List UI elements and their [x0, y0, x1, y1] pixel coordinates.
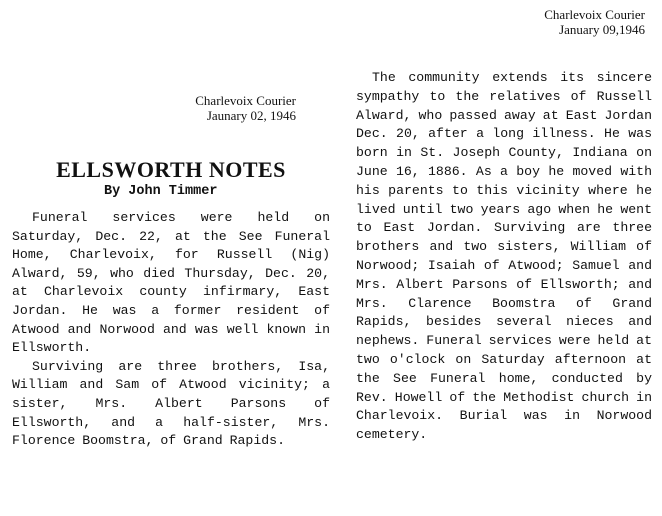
article-paragraph: Surviving are three brothers, Isa, William and Sam of Atwood vicinity; a sister, Mrs. Albert Parsons of Ellsworth, and a half-sister, Mrs. Florence Boomstra, of Grand Rapids. — [12, 358, 330, 449]
newspaper-name: Charlevoix Courier — [195, 93, 296, 108]
article-paragraph: Funeral services were held on Saturday, Dec. 22, at the See Funeral Home, Charlevoix, for Russell (Nig) Alward, 59, who died Thursday, Dec. 20, at Charlevoix county infirmary, East Jordan. He was a former resident of Atwood and Norwood and was well known in Ellsworth. — [12, 210, 330, 356]
newspaper-name: Charlevoix Courier — [544, 7, 645, 22]
source-citation-right — [544, 7, 645, 37]
source-citation-left — [150, 93, 296, 123]
ellsworth-notes-article — [12, 157, 330, 451]
publication-date: Jaunary 02, 1946 — [206, 108, 296, 123]
article-paragraph: The community extends its sincere sympathy to the relatives of Russell Alward, who passed away at East Jordan Dec. 20, after a long illness. He was born in St. Joseph County, Indiana on June 16, 1886. As a boy he moved with his parents to this vicinity where he lived until two years ago when he went to East Jordan. Surviving are three brothers and two sisters, William of Norwood; Isaiah of Atwood; Samuel and Mrs. Albert Parsons of Ellsworth; and Mrs. Clarence Boomstra of Grand Rapids, besides several nieces and nephews. Funeral services were held at two o'clock on Saturday afternoon at the See Funeral home, conducted by Rev. Howell of the Methodist church in Charlevoix. Burial was in Norwood cemetery. — [356, 70, 652, 443]
community-sympathy-article — [356, 69, 652, 445]
publication-date: January 09,1946 — [559, 22, 645, 37]
article-byline: By John Timmer — [104, 184, 218, 199]
article-heading: ELLSWORTH NOTES — [56, 157, 286, 182]
